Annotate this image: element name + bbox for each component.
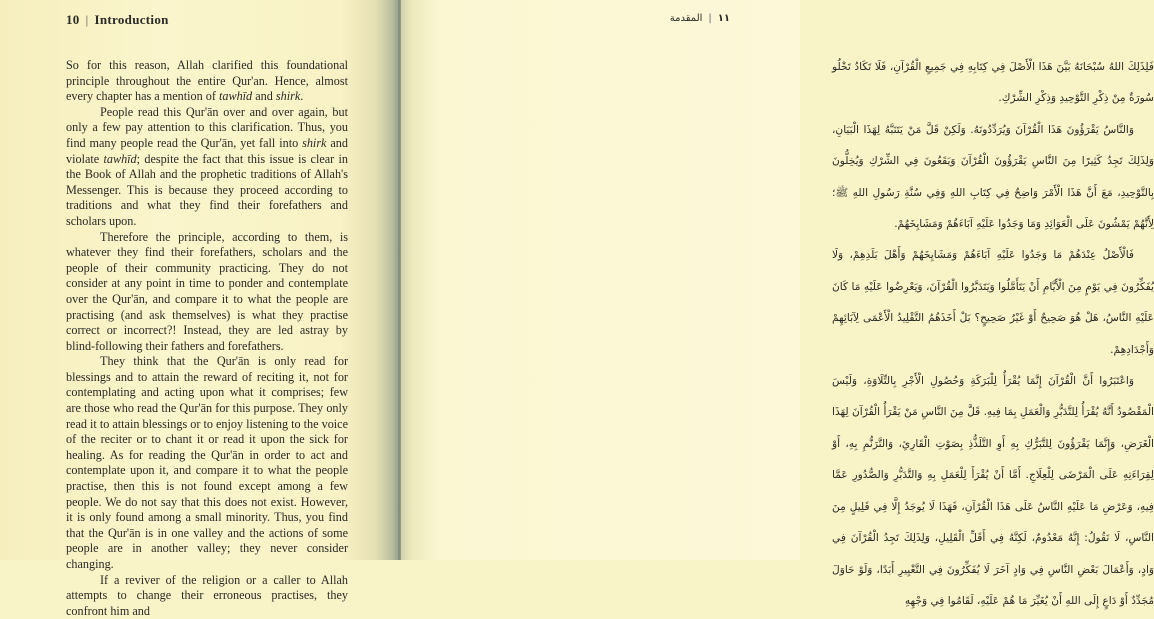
text-run: and violate [66, 135, 348, 166]
header-separator: | [85, 12, 89, 27]
right-chapter-title: المقدمة [669, 13, 703, 24]
paragraph [66, 354, 348, 572]
text-run: People read this Qur'ān over and over again, but only a few pay attention to this clarification. Thus, you find many people read the Qur'ān, yet fall into [66, 104, 348, 150]
text-run: They think that the Qur'ān is only read for blessings and to attain the reward of reciting it, not for contemplating and acting upon what it comprises; few are those who read the Qur'ān for this purpose. They only read it to attain blessings or to enjoy listening to the voice of the reciter or to chant it or read it upon the sick for healing. As for reading the Qur'ān in order to act and contemplate upon it, and compare it to what the people practise, then this is not found except among a few people. We do not say that this does not exist. However, it is only found among a small minority. Thus, you find that the Qur'ān is in one valley and the actions of some people are in another valley; they never consider changing. [66, 354, 348, 571]
paragraph [66, 573, 348, 619]
text-run: So for this reason, Allah clarified this foundational principle throughout the entire Qur'an. Hence, almost every chapter has a mention of [66, 58, 348, 104]
arabic-paragraph: وَاعْتَبَرُوا أَنَّ الْقُرْآنَ إِنَّمَا يُقْرَأُ لِلْبَرَكَةِ وَحُصُولِ الْأَجْرِ بِالتِّلَاوَةِ، وَلَيْسَ الْمَقْصُودُ أَنَّهُ يُقْرَأُ لِلتَّدَبُّرِ وَالْعَمَلِ بِمَا فِيهِ. قَلَّ مِنَ النَّاسِ مَنْ يَقْرَأُ الْقُرْآنَ لِهَذَا الْغَرَضِ، وَإِنَّمَا يَقْرَؤُونَ لِلتَّبَرُّكِ بِهِ أَوِ التَّلَذُّذِ بِصَوْتِ الْقَارِئِ، وَالتَّرَنُّمِ بِهِ، أَوْ لِقِرَاءَتِهِ عَلَى الْمَرْضَى لِلْعِلَاجِ. أَمَّا أَنْ يُقْرَأَ لِلْعَمَلِ بِهِ وَالتَّدَبُّرِ وَالصُّدُورِ عَمَّا فِيهِ، وَعَرْضِ مَا عَلَيْهِ النَّاسُ عَلَى هَذَا الْقُرْآنِ، فَهَذَا لَا يُوجَدُ إِلَّا فِي قَلِيلٍ مِنَ النَّاسِ، لَا نَقُولُ: إِنَّهُ مَعْدُومٌ، لَكِنَّهُ فِي أَقَلِّ الْقَلِيلِ، وَلِذَلِكَ تَجِدُ الْقُرْآنَ فِي وَادٍ، وَأَعْمَالَ بَعْضِ النَّاسِ فِي وَادٍ آخَرَ لَا يُفَكِّرُونَ فِي التَّغْيِيرِ أَبَدًا، وَلَوْ حَاوَلَ مُجَدِّدٌ أَوْ دَاعٍ إِلَى اللهِ أَنْ يُغَيِّرَ مَا هُمْ عَلَيْهِ، لَقَامُوا فِي وَجْهِهِ [832, 375, 1154, 607]
paragraph [66, 105, 348, 230]
left-page-body [66, 58, 348, 619]
italic-term: tawhīd [103, 151, 137, 166]
paragraph [66, 230, 348, 355]
right-page [400, 0, 1154, 607]
text-run: Therefore the principle, according to them, is whatever they find their forefathers, scholars and the people of their community practicing. They do not consider at any point in time to ponder and contemplate over the Qur'ān, and compare it to what the people are practising (and ask themselves) is what they practise correct or incorrect?! Instead, they are led astray by blind-following their fathers and forefathers. [66, 229, 348, 353]
arabic-paragraph: فَالْأَصْلُ عِنْدَهُمْ مَا وَجَدُوا عَلَيْهِ آبَاءَهُمْ وَمَشَايِخَهُمْ وَأَهْلَ بَلَدِهِمْ، وَلَا يُفَكِّرُونَ فِي يَوْمٍ مِنَ الْأَيَّامِ أَنْ يَتَأَمَّلُوا وَيَتَدَبَّرُوا الْقُرْآنَ، وَيَعْرِضُوا عَلَيْهِ مَا كَانَ عَلَيْهِ النَّاسُ، هَلْ هُوَ صَحِيحٌ أَوْ غَيْرُ صَحِيحٍ؟ بَلْ أَخَذَهُمُ التَّقْلِيدُ الْأَعْمَى لِآبَائِهِمْ وَأَجْدَادِهِمْ. [832, 249, 1154, 356]
text-run: ; despite the fact that this issue is clear in the Book of Allah and the prophetic traditions of Allah's Messenger. This is because they proceed according to traditions and what they find their forefathers and scholars upon. [66, 151, 348, 228]
arabic-paragraph: وَالنَّاسُ يَقْرَؤُونَ هَذَا الْقُرْآنَ وَيُرَدِّدُونَهُ. وَلَكِنْ قَلَّ مَنْ يَتَنَبَّهُ لِهَذَا الْبَيَانِ، وَلِذَلِكَ تَجِدُ كَثِيرًا مِنَ النَّاسِ يَقْرَؤُونَ الْقُرْآنَ وَيَقَعُونَ فِي الشِّرْكِ وَيُخِلُّونَ بِالتَّوْحِيدِ، مَعَ أَنَّ هَذَا الْأَمْرَ وَاضِحٌ فِي كِتَابِ اللهِ وَفِي سُنَّةِ رَسُولِ اللهِ ﷺ؛ لِأَنَّهُمْ يَمْشُونَ عَلَى الْعَوَائِدِ وَمَا وَجَدُوا عَلَيْهِ آبَاءَهُمْ وَمَشَايِخَهُمْ. [832, 123, 1154, 231]
right-running-head [670, 13, 730, 24]
book-spine-shadow [398, 0, 401, 560]
italic-term: shirk [275, 89, 301, 104]
right-page-number: ١١ [717, 13, 730, 24]
text-run: and [252, 89, 276, 104]
italic-term: tawhīd [218, 89, 253, 104]
paragraph [66, 58, 348, 105]
arabic-paragraph: فَلِذَلِكَ اللهُ سُبْحَانَهُ بَيَّنَ هَذَا الْأَصْلَ فِي كِتَابِهِ فِي جَمِيعِ الْقُرْآنِ، فَلَا تَكَادُ تَخْلُو سُورَةٌ مِنْ ذِكْرِ التَّوْحِيدِ وَذِكْرِ الشِّرْكِ. [832, 61, 1154, 105]
header-separator: | [708, 13, 712, 24]
text-run: If a reviver of the religion or a caller to Allah attempts to change their erroneous practises, they confront him and [66, 572, 348, 618]
left-page-number: 10 [66, 12, 80, 27]
left-page [0, 0, 400, 618]
right-page-body-arabic [832, 52, 1154, 617]
left-chapter-title: Introduction [94, 12, 169, 27]
italic-term: shirk [302, 135, 327, 150]
text-run: . [300, 89, 304, 104]
left-running-head [66, 12, 169, 28]
